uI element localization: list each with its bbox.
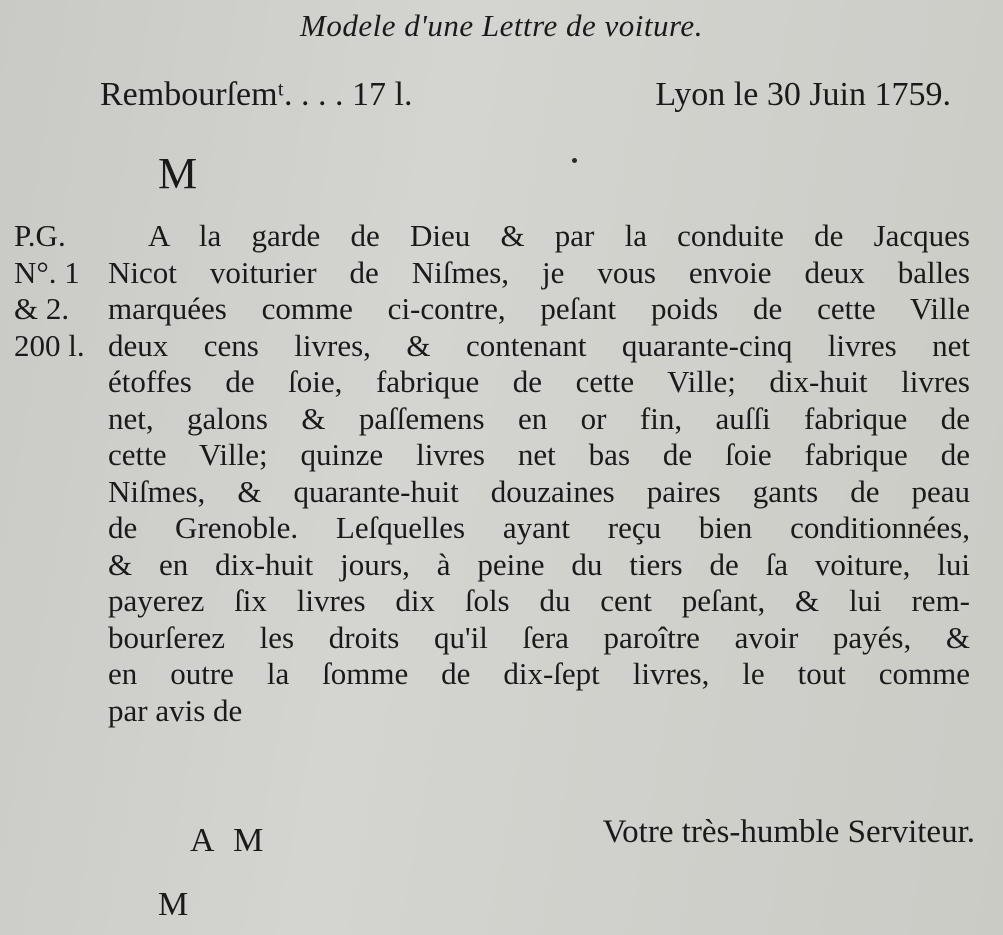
addressee: A M: [190, 822, 264, 859]
body-line: Nicot voiturier de Niſmes, je vous envoie deux balles: [108, 254, 970, 290]
margin-note: 200 l.: [14, 327, 85, 363]
salutation: M: [158, 149, 198, 198]
body-line: marquées comme ci-contre, peſant poids de cette Ville: [108, 291, 970, 326]
margin-note: & 2.: [14, 291, 70, 326]
ink-speck: [572, 158, 577, 163]
body-line: bourſerez les droits qu'il ſera paroître avoir payés, &: [108, 619, 970, 655]
margin-note: P.G.: [14, 218, 66, 253]
body-line: de Grenoble. Leſquelles ayant reçu bien conditionnées,: [108, 510, 970, 545]
margin-note: N°. 1: [14, 254, 80, 290]
addressee-second: M: [158, 886, 189, 923]
place-date-line: Lyon le 30 Juin 1759.: [655, 76, 951, 113]
body-line: cette Ville; quinze livres net bas de ſoie fabrique de: [108, 437, 970, 472]
closing-signature: Votre très-humble Serviteur.: [602, 814, 975, 850]
reimbursement-line: Rembourſemᵗ. . . . 17 l.: [100, 76, 413, 113]
letter-body: [108, 218, 970, 729]
body-line: deux cens livres, & contenant quarante-cinq livres net: [108, 327, 970, 363]
body-line: Niſmes, & quarante-huit douzaines paires gants de peau: [108, 473, 970, 509]
body-line: par avis de: [108, 692, 243, 728]
body-line: net, galons & paſſemens en or fin, auſſi fabrique de: [108, 400, 970, 436]
body-line: étoffes de ſoie, fabrique de cette Ville; dix-huit livres: [108, 364, 970, 399]
body-line: & en dix-huit jours, à peine du tiers de ſa voiture, lui: [108, 546, 970, 582]
body-line: en outre la ſomme de dix-ſept livres, le tout comme: [108, 656, 970, 691]
margin-notes: [14, 218, 109, 364]
body-line: payerez ſix livres dix ſols du cent peſant, & lui rem-: [108, 583, 970, 618]
page-title: Modele d'une Lettre de voiture.: [300, 8, 703, 43]
body-line: A la garde de Dieu & par la conduite de Jacques: [148, 218, 970, 253]
